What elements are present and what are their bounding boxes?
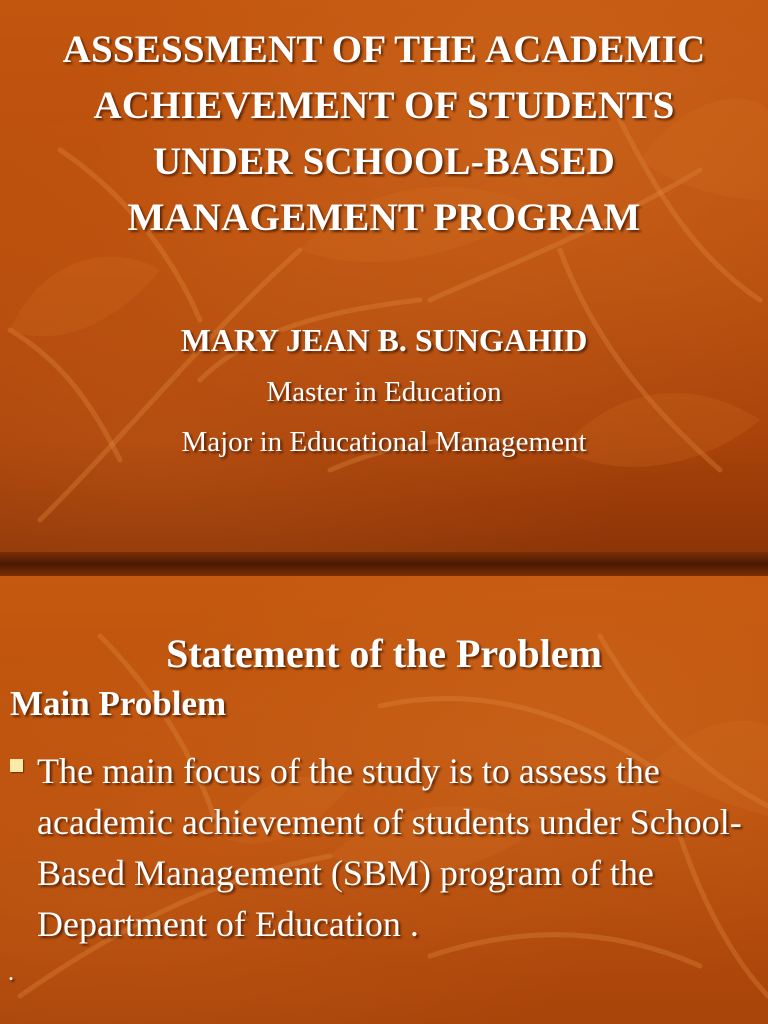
bullet-text: The main focus of the study is to assess the academic achievement of students under School-Based Management (SBM) program of the Department of Education . [37, 751, 742, 944]
degree-line: Master in Education [266, 376, 502, 408]
square-bullet-icon [10, 759, 23, 772]
slide-divider [0, 552, 768, 576]
main-problem-subheading: Main Problem [10, 684, 227, 723]
trailing-mark: . [8, 960, 14, 986]
slide-problem [0, 576, 768, 1024]
slide-title-heading: ASSESSMENT OF THE ACADEMIC ACHIEVEMENT OF STUDENTS UNDER SCHOOL-BASED MANAGEMENT PROGRAM [62, 28, 706, 239]
major-line: Major in Educational Management [181, 426, 587, 458]
problem-heading: Statement of the Problem [166, 631, 602, 676]
author-name: MARY JEAN B. SUNGAHID [180, 322, 588, 358]
